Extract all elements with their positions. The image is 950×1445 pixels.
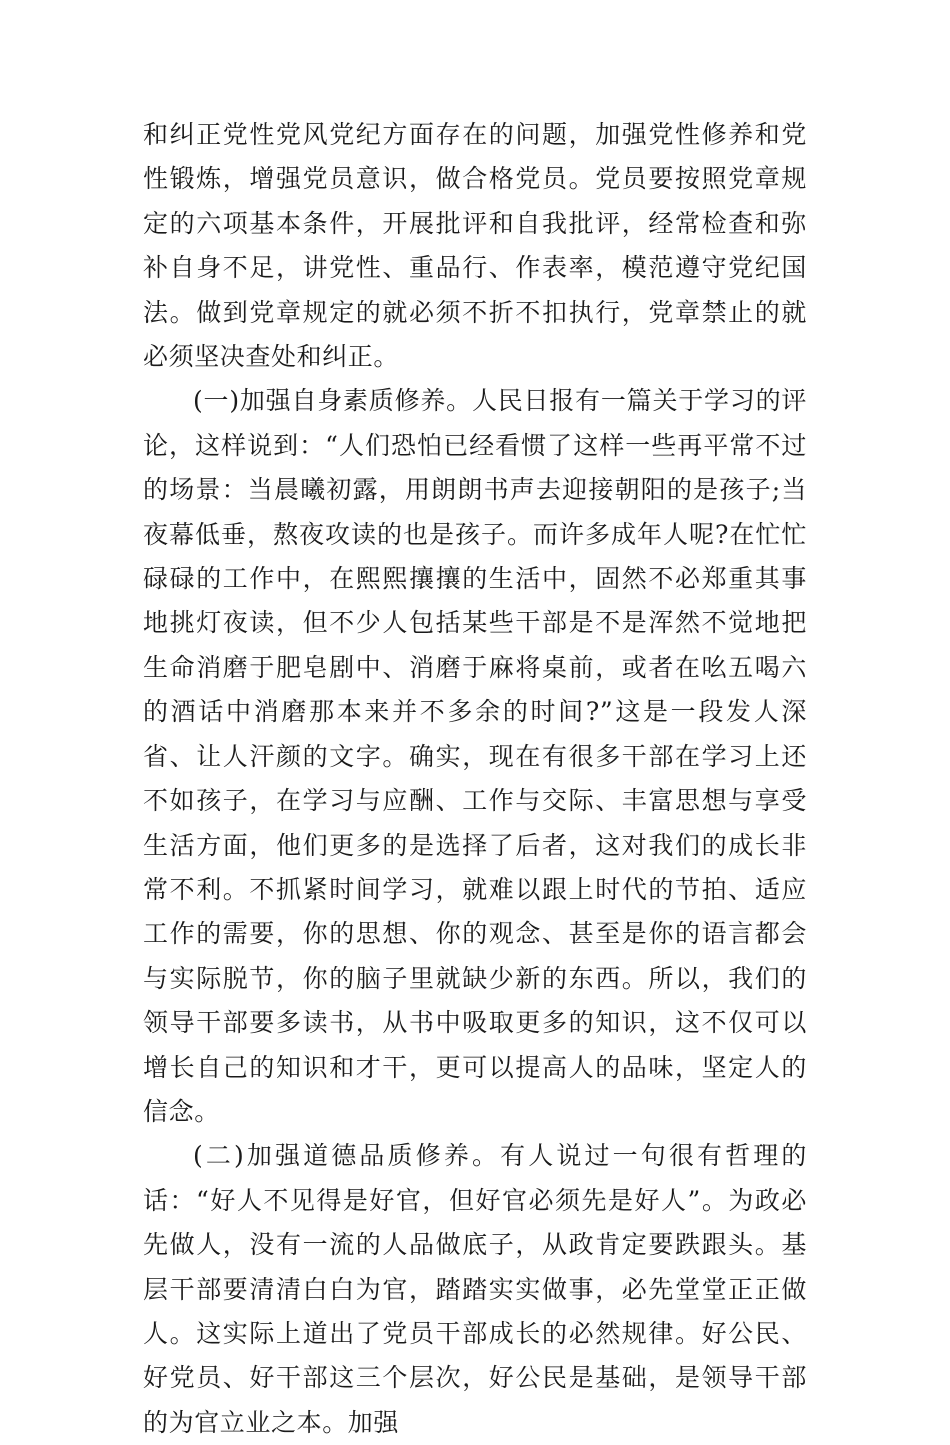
paragraph-self-quality-cultivation: (一)加强自身素质修养。人民日报有一篇关于学习的评论，这样说到：“人们恐怕已经看惯了这样一些再平常不过的场景：当晨曦初露，用朗朗书声去迎接朝阳的是孩子;当夜幕低垂，熬夜攻读的也是孩子。而许多成年人呢?在忙忙碌碌的工作中，在熙熙攘攘的生活中，固然不必郑重其事地挑灯夜读，但不少人包括某些干部是不是浑然不觉地把生命消磨于肥皂剧中、消磨于麻将桌前，或者在吆五喝六的酒话中消磨那本来并不多余的时间?”这是一段发人深省、让人汗颜的文字。确实，现在有很多干部在学习上还不如孩子，在学习与应酬、工作与交际、丰富思想与享受生活方面，他们更多的是选择了后者，这对我们的成长非常不利。不抓紧时间学习，就难以跟上时代的节拍、适应工作的需要，你的思想、你的观念、甚至是你的语言都会与实际脱节，你的脑子里就缺少新的东西。所以，我们的领导干部要多读书，从书中吸取更多的知识，这不仅可以增长自己的知识和才干，更可以提高人的品味，坚定人的信念。 bbox=[143, 386, 807, 1126]
document-page bbox=[143, 113, 807, 1445]
paragraph-moral-character-cultivation: (二)加强道德品质修养。有人说过一句很有哲理的话：“好人不见得是好官，但好官必须先是好人”。为政必先做人，没有一流的人品做底子，从政肯定要跌跟头。基层干部要清清白白为官，踏踏实实做事，必先堂堂正正做人。这实际上道出了党员干部成长的必然规律。好公民、好党员、好干部这三个层次，好公民是基础，是领导干部的为官立业之本。加强 bbox=[143, 1141, 807, 1437]
paragraph-party-discipline: 和纠正党性党风党纪方面存在的问题，加强党性修养和党性锻炼，增强党员意识，做合格党员。党员要按照党章规定的六项基本条件，开展批评和自我批评，经常检查和弥补自身不足，讲党性、重品行、作表率，模范遵守党纪国法。做到党章规定的就必须不折不扣执行，党章禁止的就必须坚决查处和纠正。 bbox=[143, 120, 807, 372]
